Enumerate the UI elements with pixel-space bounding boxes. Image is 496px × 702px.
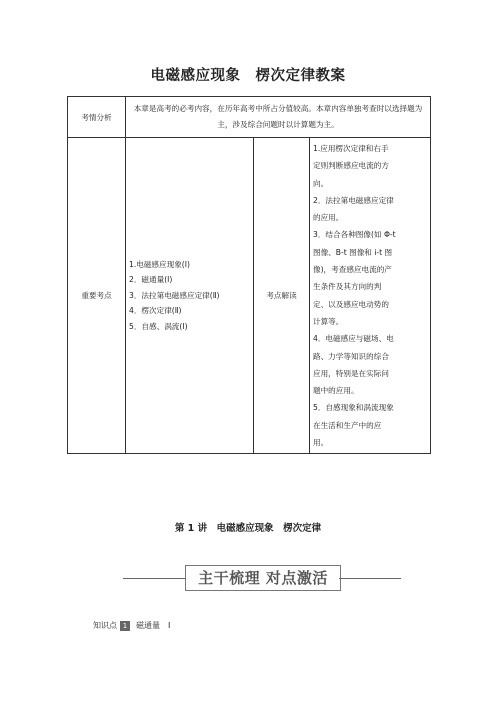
knowledge-topic: 磁通量 xyxy=(136,621,160,630)
text-line: 5．自感现象和涡流现象 xyxy=(313,403,394,413)
row-label-analysis: 考点解读 xyxy=(254,138,310,454)
text-line: 用。 xyxy=(313,438,329,448)
list-item: 3．法拉第电磁感应定律(Ⅱ) xyxy=(129,290,220,300)
text-line: 定、以及感应电动势的 xyxy=(313,299,389,309)
text-line: 图像、B-t 图像和 i-t 图 xyxy=(313,247,393,257)
page-title: 电磁感应现象 楞次定律教案 xyxy=(150,68,346,84)
text-line: 在生活和生产中的应 xyxy=(313,420,382,430)
exam-analysis-text: 本章是高考的必考内容，在历年高考中所占分值较高。本章内容单独考查时以选择题为主，涉及综合问题时以计算题为主。 xyxy=(126,97,431,138)
table-row xyxy=(68,138,431,454)
banner-line-left xyxy=(123,578,185,579)
banner-line-right xyxy=(339,578,401,579)
text-line: 3．结合各种图像(如 Φ-t xyxy=(313,230,396,240)
list-item: 1.电磁感应现象(Ⅰ) xyxy=(129,259,190,269)
knowledge-point-heading xyxy=(93,620,170,631)
text-line: 定则判断感应电流的方 xyxy=(313,161,389,171)
knowledge-level: Ⅰ xyxy=(168,621,171,630)
row-label-key-points: 重要考点 xyxy=(68,138,126,454)
text-line: 像)，考查感应电流的产 xyxy=(313,265,392,275)
text-line: 计算等。 xyxy=(313,316,344,326)
section-banner xyxy=(123,563,401,593)
text-line: 1.应用楞次定律和右手 xyxy=(313,144,389,153)
row-label-exam-analysis: 考情分析 xyxy=(68,97,126,138)
list-item: 4．楞次定律(Ⅱ) xyxy=(129,306,182,316)
text-line: 路、力学等知识的综合 xyxy=(313,351,389,361)
text-line: 4．电磁感应与磁场、电 xyxy=(313,334,394,344)
lecture-title: 第 1 讲 电磁感应现象 楞次定律 xyxy=(174,523,322,534)
analysis-text xyxy=(310,138,431,454)
text-line: 生条件及其方向的判 xyxy=(313,282,382,292)
knowledge-number-badge: 1 xyxy=(120,621,130,631)
text-line: 向。 xyxy=(313,178,329,188)
list-item: 5．自感、涡流(Ⅰ) xyxy=(129,321,188,331)
key-points-list xyxy=(126,138,254,454)
text-line: 2．法拉第电磁感应定律 xyxy=(313,195,394,205)
list-item: 2．磁通量(Ⅰ) xyxy=(129,275,173,285)
exam-analysis-table xyxy=(67,96,431,454)
text-line: 应用，特别是在实际问 xyxy=(313,368,389,378)
banner-text: 主干梳理 对点激活 xyxy=(185,565,341,591)
knowledge-label: 知识点 xyxy=(93,621,117,630)
table-row xyxy=(68,97,431,138)
text-line: 题中的应用。 xyxy=(313,386,359,396)
text-line: 的应用。 xyxy=(313,213,344,223)
